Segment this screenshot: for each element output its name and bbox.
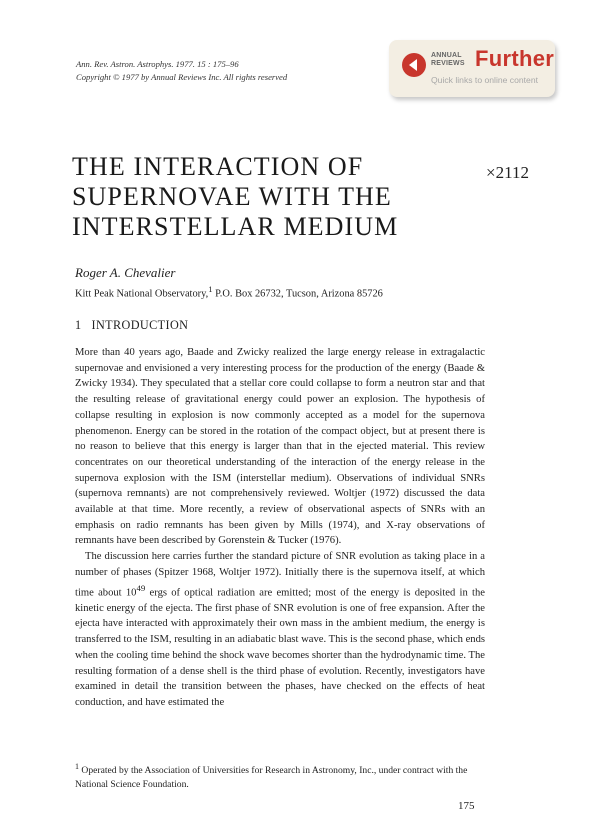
section-heading (75, 318, 188, 333)
play-arrow-circle-icon (401, 52, 427, 78)
paragraph-2: The discussion here carries further the standard picture of SNR evolution as taking place in a number of phases (Spitzer 1968, Woltjer 1972). Initially there is the supernova itself, at which time about $10^{49}$ ergs of optical radiation are emitted; most of the energy is deposited in the kinetic energy of the ejecta. The first phase of SNR evolution is one of free expansion. After the ejecta have interacted with approximately their own mass in the ambient medium, the energy is transferred to the ISM, resulting in an adiabatic blast wave. This is the second phase, which ends when the cooling time behind the shock wave becomes shorter than the hydrodynamic time. The resulting formation of a dense shell is the third phase of evolution. Recently, investigators have examined in detail the transition between the phases, have checked on the effects of heat conduction, and have estimated the (75, 551, 485, 708)
journal-header (76, 58, 287, 84)
footnote-ref: 1 (208, 284, 213, 294)
author-name: Roger A. Chevalier (75, 265, 176, 280)
section-number: 1 (75, 318, 82, 332)
author-affiliation: Kitt Peak National Observatory,$^1$ P.O. Box 26732, Tucson, Arizona 85726 (75, 284, 383, 300)
section-title: INTRODUCTION (91, 318, 189, 332)
further-label: Further (475, 46, 555, 71)
page-number: 175 (458, 800, 475, 812)
annual-reviews-logo: ANNUAL REVIEWS (431, 52, 465, 67)
footnote-mark: 1 (75, 762, 79, 771)
footnote: $^1$ Operated by the Association of Universities for Research in Astronomy, Inc., under contract with the National Science Foundation. (75, 762, 468, 791)
journal-citation: Ann. Rev. Astron. Astrophys. 1977. 15 : 175–96 (76, 59, 239, 69)
article-title: THE INTERACTION OF SUPERNOVAE WITH THE INTERSTELLAR MEDIUM (72, 152, 399, 241)
quick-links-text: Quick links to online content (431, 75, 539, 85)
paragraph-1: More than 40 years ago, Baade and Zwicky realized the large energy release in extragalactic supernovae and envisioned a very interesting process for the production of the energy (Baade & Zwicky 1934). They speculated that a stellar core could collapse to form a neutron star and that the resulting release of gravitational energy could power an explosion. The hypothesis of collapse resulting in explosion is now commonly accepted as a model for the supernova phenomenon. Energy can be stored in the rotation of the compact object, but at present there is no reason to believe that this energy is larger than that in the ejected material. This review concentrates on our theoretical understanding of the interaction of the energy release in the supernova explosion with the ISM (interstellar medium). Observations of individual SNRs (supernova remnants) are not comprehensively reviewed. Woltjer (1972) discussed the data available at that time. More recently, a review of observational aspects of SNRs with an emphasis on radio remnants has been given by Mills (1974), and X-ray observations of remnants have been described by Gorenstein & Tucker (1976). (75, 347, 485, 547)
copyright-line: Copyright © 1977 by Annual Reviews Inc. All rights reserved (76, 72, 288, 82)
further-badge-link[interactable] (389, 40, 555, 97)
body-text (75, 345, 485, 711)
article-marker: ×2112 (486, 163, 529, 182)
